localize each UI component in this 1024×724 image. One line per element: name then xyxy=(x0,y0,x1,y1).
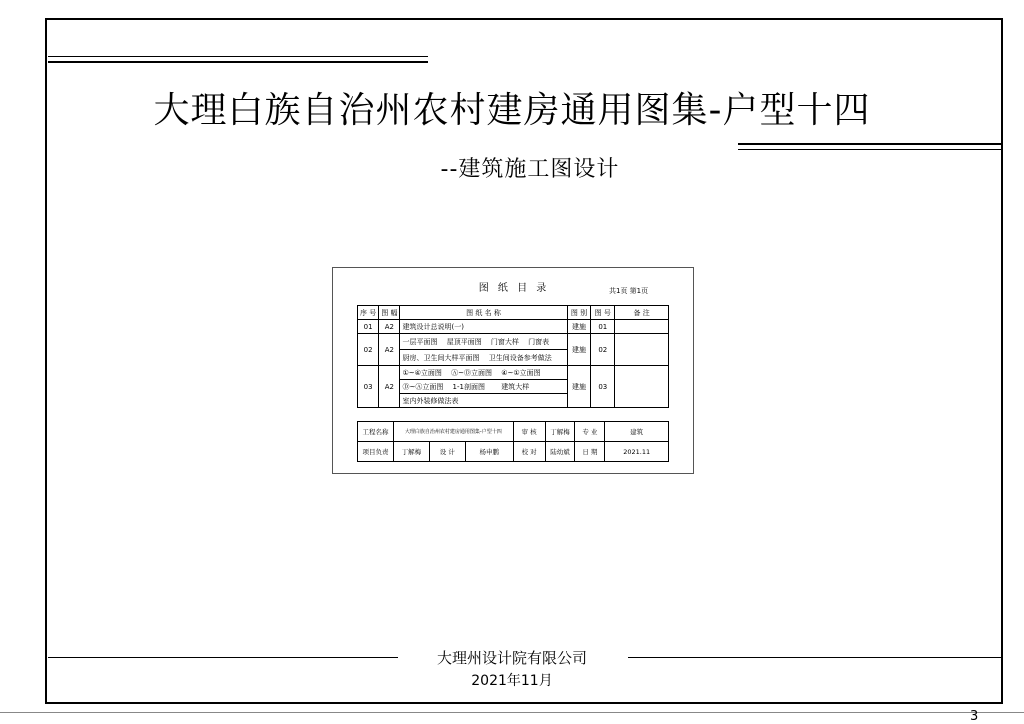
design-name: 杨申鹏 xyxy=(465,442,513,462)
title-rule-top-1 xyxy=(48,56,428,57)
title-rule-right-1 xyxy=(738,143,1001,145)
table-row xyxy=(358,320,669,334)
row-note xyxy=(615,366,669,408)
major-value: 建筑 xyxy=(605,422,669,442)
sheet-page-info: 共1页 第1页 xyxy=(609,287,649,295)
row-type: 建施 xyxy=(567,320,591,334)
check-label: 校 对 xyxy=(513,442,545,462)
row-name-line: 室内外装修做法表 xyxy=(400,394,567,408)
publish-date: 2021年11月 xyxy=(471,673,553,689)
row-note xyxy=(615,320,669,334)
info-row xyxy=(358,422,669,442)
date-label: 日 期 xyxy=(575,442,605,462)
date-value: 2021.11 xyxy=(605,442,669,462)
col-header-note: 备 注 xyxy=(615,306,669,320)
project-name: 大理白族自治州农村建房通用图集-户型十四 xyxy=(393,422,513,442)
row-name-line: 建筑设计总说明(一) xyxy=(400,320,567,334)
row-size: A2 xyxy=(379,334,400,366)
row-name-line: 一层平面图 屋顶平面图 门窗大样 门窗表 xyxy=(400,334,567,350)
sheet-title: 图 纸 目 录 xyxy=(478,283,550,294)
col-header-type: 图 别 xyxy=(567,306,591,320)
title-rule-top-2 xyxy=(48,61,428,63)
row-no: 02 xyxy=(358,334,379,366)
row-num: 02 xyxy=(591,334,615,366)
row-name-line: 厨房、卫生间大样平面图 卫生间设备参考做法 xyxy=(400,350,567,366)
leader-name: 丁解梅 xyxy=(393,442,429,462)
project-label: 工程名称 xyxy=(358,422,394,442)
col-header-no: 序 号 xyxy=(358,306,379,320)
title-rule-right-2 xyxy=(738,149,1001,150)
table-row xyxy=(358,366,669,380)
design-label: 设 计 xyxy=(429,442,465,462)
row-size: A2 xyxy=(379,366,400,408)
row-no: 01 xyxy=(358,320,379,334)
review-name: 丁解梅 xyxy=(545,422,575,442)
review-label: 审 核 xyxy=(513,422,545,442)
info-row xyxy=(358,442,669,462)
table-row xyxy=(358,334,669,350)
page-bottom-rule xyxy=(0,712,1024,713)
row-size: A2 xyxy=(379,320,400,334)
row-num: 03 xyxy=(591,366,615,408)
row-num: 01 xyxy=(591,320,615,334)
col-header-num: 图 号 xyxy=(591,306,615,320)
drawing-index-table xyxy=(357,305,669,408)
title-block-table xyxy=(357,421,669,462)
drawing-index-sheet xyxy=(332,267,694,474)
table-header-row xyxy=(358,306,669,320)
row-type: 建施 xyxy=(567,334,591,366)
col-header-size: 图 幅 xyxy=(379,306,400,320)
row-name-line: Ⓓ~Ⓐ立面图 1-1剖面图 建筑大样 xyxy=(400,380,567,394)
major-label: 专 业 xyxy=(575,422,605,442)
row-no: 03 xyxy=(358,366,379,408)
cover-subtitle: --建筑施工图设计 xyxy=(440,157,620,182)
company-name: 大理州设计院有限公司 xyxy=(436,649,587,667)
cover-title: 大理白族自治州农村建房通用图集-户型十四 xyxy=(153,90,871,131)
leader-label: 项目负责 xyxy=(358,442,394,462)
row-name-line: ①~④立面图 Ⓐ~Ⓓ立面图 ④~①立面图 xyxy=(400,366,567,380)
row-note xyxy=(615,334,669,366)
check-name: 陆幼斌 xyxy=(545,442,575,462)
col-header-name: 图 纸 名 称 xyxy=(400,306,567,320)
page-number: 3 xyxy=(970,709,979,724)
row-type: 建施 xyxy=(567,366,591,408)
